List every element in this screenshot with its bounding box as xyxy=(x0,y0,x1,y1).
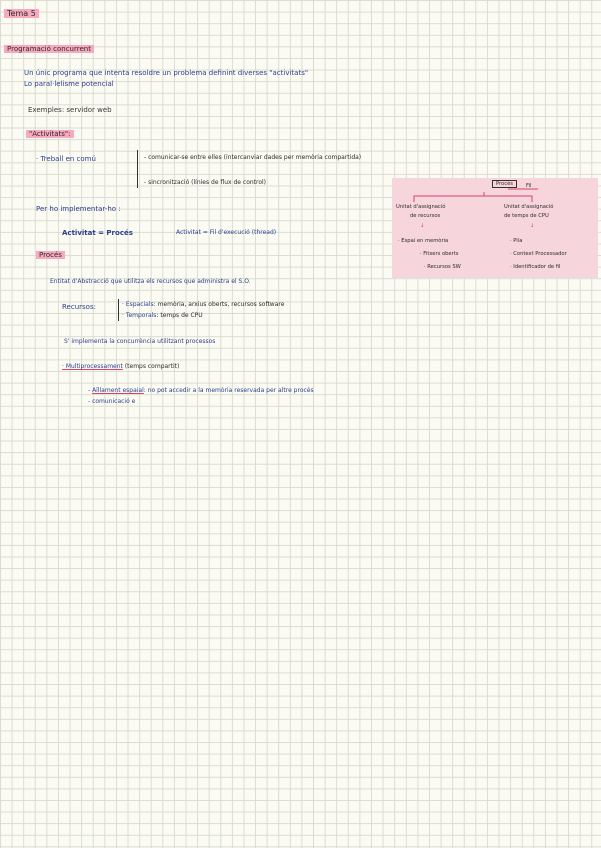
diagram-left-title-2: de recursos xyxy=(410,213,441,219)
aillament-rest: : no pot accedir a la memòria reservada per altre procés xyxy=(143,387,314,394)
espacials-value: : memòria, arxius oberts, recursos software xyxy=(153,301,285,308)
temporals-label: · Temporals xyxy=(122,312,157,319)
activitats-item-comunicar: - comunicar-se entre elles (intercanviar dades per memòria compartida) xyxy=(144,154,362,161)
diagram-left-title-1: Unitat d'assignació xyxy=(396,204,446,210)
multiprocessament-line xyxy=(62,363,179,370)
treball-comu: · Treball en comú xyxy=(36,155,96,163)
page-title: Tema 5 xyxy=(4,9,39,18)
diagram-right-title-2: de temps de CPU xyxy=(504,213,549,219)
diagram-left-item-0: · Espai en memòria xyxy=(398,238,449,244)
section-heading-concurrent: Programació concurrent xyxy=(4,45,94,53)
aillament-dash: - xyxy=(88,387,93,394)
multiprocessament-rest: (temps compartit) xyxy=(122,363,180,370)
proces-definition: Entitat d'Abstracció que utilitza els recursos que administra el S.O. xyxy=(50,278,251,285)
espacials-line xyxy=(122,301,284,308)
diagram-left-item-2: · Recursos SW xyxy=(424,264,461,270)
activitats-heading: "Activitats": xyxy=(26,130,74,138)
espacials-label: · Espacials xyxy=(122,301,154,308)
formula-proces: Activitat = Procés xyxy=(62,229,133,237)
implementa-concurrencia: S' implementa la concurrència utilitzant processos xyxy=(64,338,216,345)
temporals-line xyxy=(122,312,203,319)
diagram-right-item-1: · Context Processador xyxy=(510,251,567,257)
formula-fil: Activitat = Fil d'execució (thread) xyxy=(176,229,277,236)
proces-heading: Procés xyxy=(36,251,65,259)
multiprocessament-label: · Multiprocessament xyxy=(62,363,123,370)
diagram-right-item-0: · Pila xyxy=(510,238,523,244)
diagram-fil: Fil xyxy=(526,183,532,189)
concurrent-def-line1: Un únic programa que intenta resoldre un problema definint diverses "activitats" xyxy=(24,69,309,77)
recursos-label: Recursos: xyxy=(62,303,96,311)
brace-treball xyxy=(137,150,138,188)
brace-recursos xyxy=(118,299,119,321)
temporals-value: : temps de CPU xyxy=(156,312,203,319)
diagram-right-item-2: · Identificador de fil xyxy=(510,264,561,270)
comunicacio-line: - comunicació e xyxy=(88,398,136,405)
aillament-line xyxy=(88,387,314,394)
diagram-left-item-1: · Fitxers oberts xyxy=(420,251,459,257)
implementar-line: Per ho implementar-ho : xyxy=(36,205,121,213)
diagram-right-arrow: ↓ xyxy=(530,223,535,229)
diagram-right-title-1: Unitat d'assignació xyxy=(504,204,554,210)
diagram-root-proces: Procés xyxy=(492,180,517,188)
activitats-item-sincronitzacio: - sincronització (línies de flux de control) xyxy=(144,179,267,186)
aillament-label: Aïllament espaial xyxy=(92,387,144,394)
diagram-left-arrow: ↓ xyxy=(420,223,425,229)
concurrent-def-line2: Lo paral·lelisme potencial xyxy=(24,80,114,88)
examples-line: Exemples: servidor web xyxy=(28,106,112,114)
